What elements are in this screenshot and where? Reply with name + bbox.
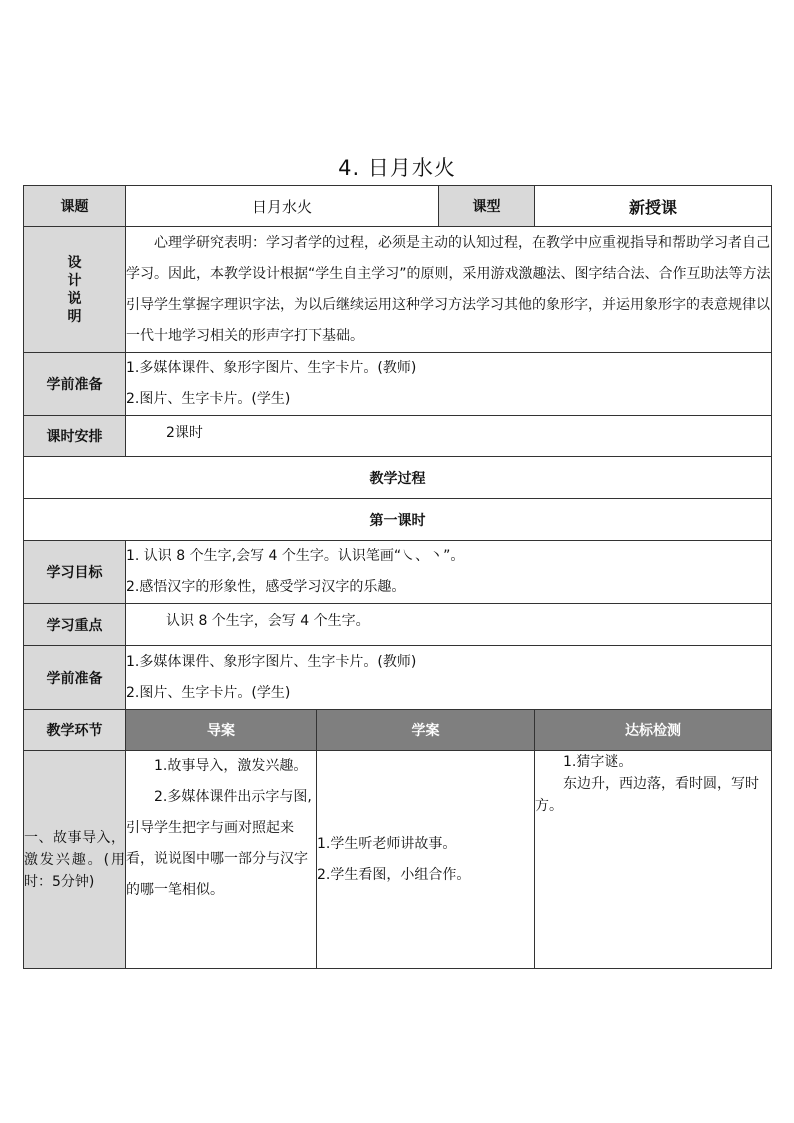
lesson1-title: 第一课时: [24, 499, 772, 541]
step1-study-item: 2.学生看图，小组合作。: [317, 866, 471, 883]
lesson-plan-table: [23, 185, 772, 969]
prep2-row: [24, 646, 772, 710]
prep1-row: [24, 353, 772, 416]
guide-header: 导案: [126, 710, 317, 751]
design-text: 心理学研究表明：学习者学的过程，必须是主动的认知过程，在教学中应重视指导和帮助学习者自己学习。因此，本教学设计根据“学生自主学习”的原则，采用游戏激趣法、图字结合法、合作互助法等方法引导学生掌握字理识字法，为以后继续运用这种学习方法学习其他的象形字，并运用象形字的表意规律以一代十地学习相关的形声字打下基础。: [126, 234, 771, 344]
process-title-row: [24, 457, 772, 499]
prep1-item: 2.图片、生字卡片。(学生): [126, 391, 291, 407]
step1-guide-item: 2.多媒体课件出示字与图,引导学生把字与画对照起来看，说说图中哪一部分与汉字的哪一笔相似。: [126, 789, 312, 898]
goals-list: [126, 541, 772, 604]
schedule-value: 2课时: [126, 416, 772, 457]
step1-check-item: 东边升，西边落，看时圆，写时方。: [535, 776, 760, 814]
lesson1-title-row: [24, 499, 772, 541]
prep1-label: 学前准备: [24, 353, 126, 416]
steps-header-row: [24, 710, 772, 751]
study-header: 学案: [317, 710, 535, 751]
step1-guide-item: 1.故事导入，激发兴趣。: [154, 758, 308, 774]
focus-label: 学习重点: [24, 604, 126, 646]
goals-label: 学习目标: [24, 541, 126, 604]
design-label: [24, 227, 126, 353]
type-label: 课型: [439, 186, 535, 227]
step1-study-item: 1.学生听老师讲故事。: [317, 835, 457, 852]
type-value: 新授课: [535, 186, 772, 227]
step1-study: [317, 751, 535, 969]
check-header: 达标检测: [535, 710, 772, 751]
prep2-item: 2.图片、生字卡片。(学生): [126, 684, 291, 701]
prep2-item: 1.多媒体课件、象形字图片、生字卡片。(教师): [126, 653, 417, 670]
prep2-list: [126, 646, 772, 710]
schedule-row: [24, 416, 772, 457]
schedule-label: 课时安排: [24, 416, 126, 457]
goals-item: 1. 认识 8 个生字,会写 4 个生字。认识笔画“㇏、丶”。: [126, 548, 465, 564]
process-title: 教学过程: [24, 457, 772, 499]
step1-stage: 一、故事导入，激发兴趣。(用时：5分钟): [24, 751, 126, 969]
step1-check: [535, 751, 772, 969]
prep1-item: 1.多媒体课件、象形字图片、生字卡片。(教师): [126, 360, 417, 376]
step1-guide: [126, 751, 317, 969]
topic-row: [24, 186, 772, 227]
page-title: 4. 日月水火: [338, 156, 456, 180]
goals-item: 2.感悟汉字的形象性，感受学习汉字的乐趣。: [126, 579, 406, 595]
step1-row: [24, 751, 772, 969]
design-row: [24, 227, 772, 353]
design-text-cell: [126, 227, 772, 353]
topic-value: 日月水火: [126, 186, 439, 227]
goals-row: [24, 541, 772, 604]
focus-value: 认识 8 个生字，会写 4 个生字。: [126, 604, 772, 646]
prep1-list: [126, 353, 772, 416]
design-label-text: 设计说明: [67, 254, 82, 325]
focus-row: [24, 604, 772, 646]
topic-label: 课题: [24, 186, 126, 227]
prep2-label: 学前准备: [24, 646, 126, 710]
step1-check-item: 1.猜字谜。: [563, 754, 633, 770]
stage-header: 教学环节: [24, 710, 126, 751]
